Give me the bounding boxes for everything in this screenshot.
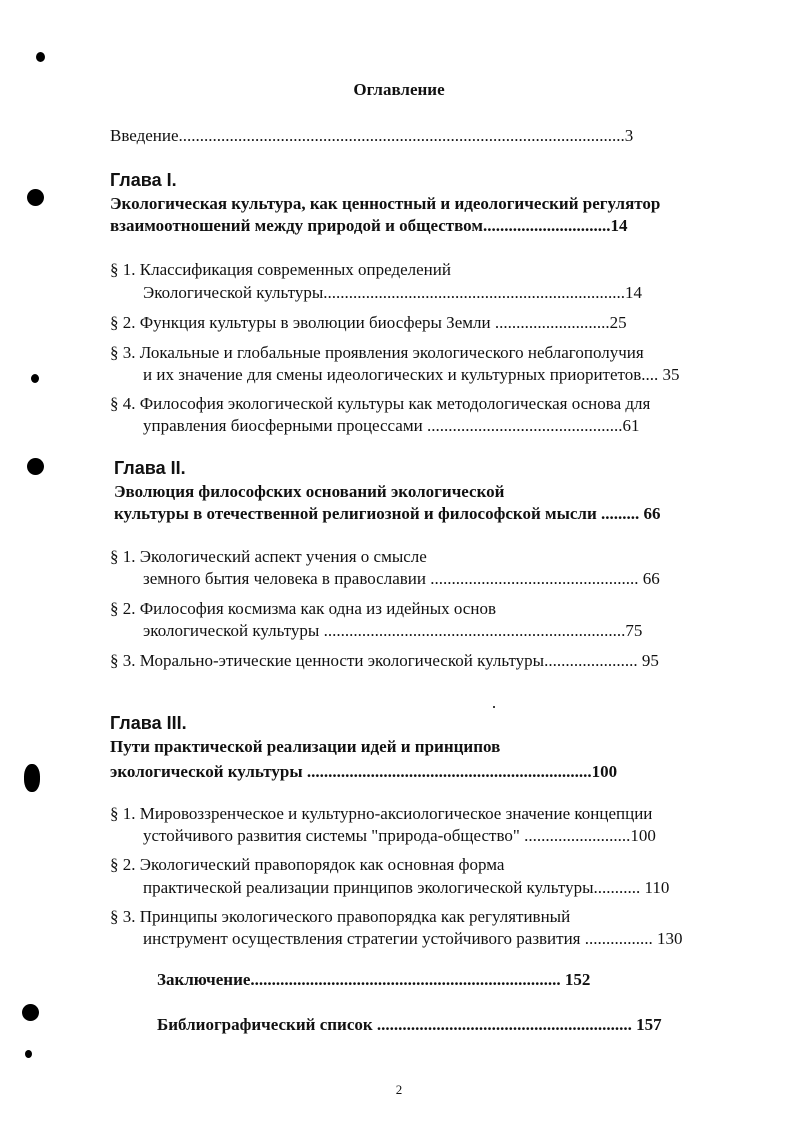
chapter-3-section-1-line1: § 1. Мировоззренческое и культурно-аксиологическое значение концепции bbox=[110, 804, 653, 823]
scan-mark bbox=[25, 1050, 32, 1058]
chapter-1-section-4-line1: § 4. Философия экологической культуры как методологическая основа для bbox=[110, 394, 651, 413]
chapter-3-section-1-line2: устойчивого развития системы "природа-общество" .........................100 bbox=[143, 826, 656, 845]
chapter-3-section-3-line1: § 3. Принципы экологического правопорядка как регулятивный bbox=[110, 907, 571, 926]
toc-conclusion: Заключение......................................................................... 152 bbox=[157, 970, 591, 989]
chapter-2-section-3-line1: § 3. Морально-этические ценности экологической культуры...................... 95 bbox=[110, 651, 659, 670]
punch-hole bbox=[22, 1004, 39, 1021]
chapter-2-section-2-line2: экологической культуры .......................................................................75 bbox=[143, 621, 643, 640]
chapter-1-title-line2: взаимоотношений между природой и обществом..............................14 bbox=[110, 216, 628, 235]
page-number: 2 bbox=[395, 1082, 403, 1097]
chapter-1-heading: Глава I. bbox=[110, 170, 177, 190]
chapter-2-heading: Глава II. bbox=[114, 458, 186, 478]
toc-bibliography: Библиографический список ............................................................ 157 bbox=[157, 1015, 662, 1034]
scan-speck bbox=[493, 706, 495, 708]
toc-title: Оглавление bbox=[353, 80, 445, 99]
scan-mark bbox=[36, 52, 45, 62]
chapter-3-section-2-line2: практической реализации принципов экологической культуры........... 110 bbox=[143, 878, 670, 897]
punch-hole bbox=[27, 189, 44, 206]
chapter-1-title-line1: Экологическая культура, как ценностный и идеологический регулятор bbox=[110, 194, 661, 213]
chapter-1-section-4-line2: управления биосферными процессами ..............................................61 bbox=[143, 416, 640, 435]
chapter-3-title-line2: экологической культуры ...................................................................100 bbox=[110, 762, 618, 781]
chapter-3-heading: Глава III. bbox=[110, 713, 187, 733]
punch-hole bbox=[27, 458, 44, 475]
toc-intro: Введение.........................................................................................................3 bbox=[110, 126, 634, 145]
chapter-2-section-1-line2: земного бытия человека в православии ................................................. 66 bbox=[143, 569, 660, 588]
chapter-1-section-2-line1: § 2. Функция культуры в эволюции биосферы Земли ...........................25 bbox=[110, 313, 627, 332]
chapter-3-section-3-line2: инструмент осуществления стратегии устойчивого развития ................ 130 bbox=[143, 929, 683, 948]
chapter-1-section-3-line2: и их значение для смены идеологических и культурных приоритетов.... 35 bbox=[143, 365, 680, 384]
chapter-2-title-line1: Эволюция философских оснований экологической bbox=[114, 482, 505, 501]
chapter-3-title-line1: Пути практической реализации идей и принципов bbox=[110, 737, 501, 756]
scan-mark bbox=[31, 374, 39, 383]
chapter-1-section-1-line2: Экологической культуры.......................................................................14 bbox=[143, 283, 642, 302]
chapter-2-section-1-line1: § 1. Экологический аспект учения о смысле bbox=[110, 547, 427, 566]
chapter-2-section-2-line1: § 2. Философия космизма как одна из идейных основ bbox=[110, 599, 496, 618]
chapter-1-section-3-line1: § 3. Локальные и глобальные проявления экологического неблагополучия bbox=[110, 343, 644, 362]
chapter-2-title-line2: культуры в отечественной религиозной и философской мысли ......... 66 bbox=[114, 504, 661, 523]
punch-hole bbox=[24, 764, 40, 792]
chapter-1-section-1-line1: § 1. Классификация современных определений bbox=[110, 260, 451, 279]
chapter-3-section-2-line1: § 2. Экологический правопорядок как основная форма bbox=[110, 855, 505, 874]
